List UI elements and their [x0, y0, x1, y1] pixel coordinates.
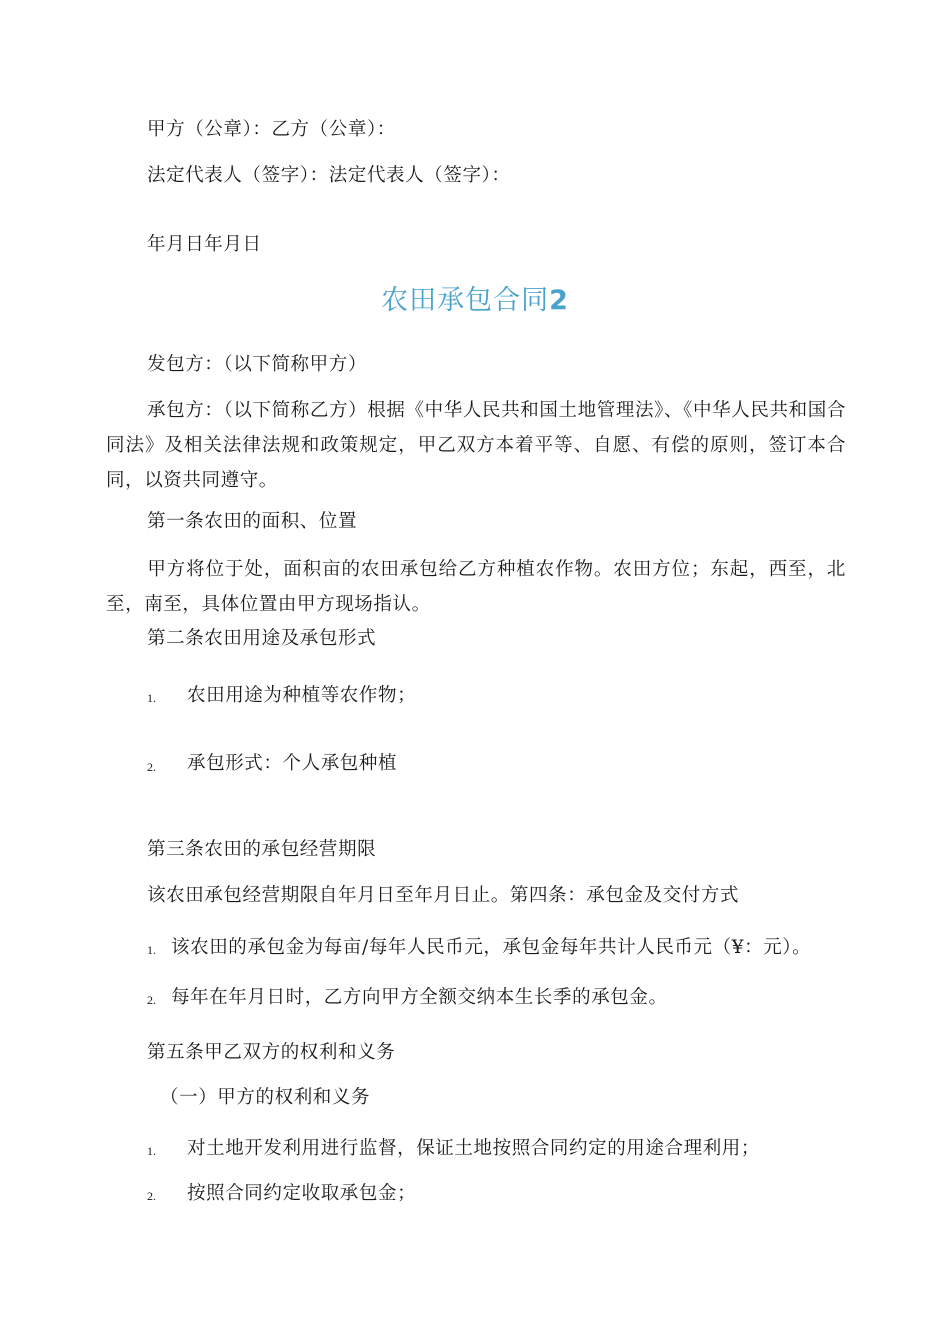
article5-item-text: 按照合同约定收取承包金；: [187, 1183, 417, 1204]
article5-item-number: 2.: [147, 1189, 156, 1203]
legal-rep-signature-line: 法定代表人（签字）：法定代表人（签字）：: [147, 165, 511, 186]
article4-item-text: 每年在年月日时，乙方向甲方全额交纳本生长季的承包金。: [171, 987, 668, 1008]
contractor-paragraph-text: 承包方：（以下简称乙方）根据《中华人民共和国土地管理法》、《中华人民共和国合同法》及相关法律法规和政策规定，甲乙双方本着平等、自愿、有偿的原则，签订本合同，以资共同遵守。: [106, 400, 846, 491]
contract-title-number: 2: [549, 285, 569, 316]
article2-heading: 第二条农田用途及承包形式: [147, 628, 377, 649]
contractor-paragraph: [106, 393, 846, 498]
contract-title: [0, 283, 950, 319]
article3-heading: 第三条农田的承包经营期限: [147, 839, 377, 860]
article2-item-text: 承包形式：个人承包种植: [187, 753, 398, 774]
article3-body: 该农田承包经营期限自年月日至年月日止。第四条：承包金及交付方式: [147, 885, 740, 906]
article2-item-number: 2.: [147, 760, 156, 774]
issuer-line: 发包方：（以下简称甲方）: [147, 354, 367, 375]
article5-subheading: （一）甲方的权利和义务: [160, 1087, 371, 1108]
article2-item-text: 农田用途为种植等农作物；: [187, 685, 417, 706]
article4-item-number: 2.: [147, 993, 156, 1007]
contract-title-text: 农田承包合同: [381, 285, 550, 316]
article5-item-number: 1.: [147, 1144, 156, 1158]
article1-body-text: 甲方将位于处，面积亩的农田承包给乙方种植农作物。农田方位；东起，西至，北至，南至，具体位置由甲方现场指认。: [106, 559, 846, 615]
signature-date-line: 年月日年月日: [147, 234, 262, 255]
article5-item-text: 对土地开发利用进行监督，保证土地按照合同约定的用途合理利用；: [187, 1138, 761, 1159]
article4-item-text: 该农田的承包金为每亩/每年人民币元，承包金每年共计人民币元（¥：元）。: [171, 937, 812, 958]
article2-item-number: 1.: [147, 691, 156, 705]
article4-item-number: 1.: [147, 943, 156, 957]
article1-body: [106, 552, 846, 622]
article5-heading: 第五条甲乙双方的权利和义务: [147, 1042, 396, 1063]
party-seal-line: 甲方（公章）：乙方（公章）：: [147, 119, 396, 140]
article1-heading: 第一条农田的面积、位置: [147, 511, 358, 532]
